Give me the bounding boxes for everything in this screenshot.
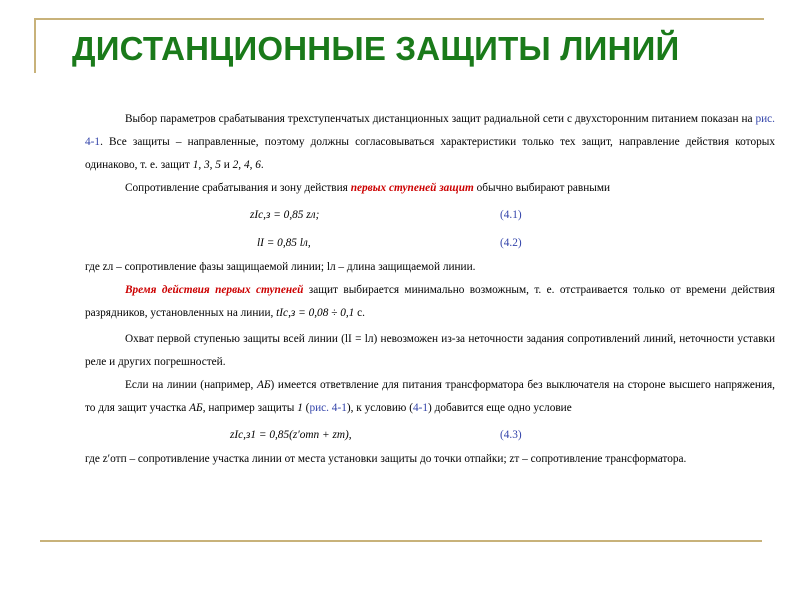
text: ) имеется ответвление для питания трансформатора без выключателя на стороне высшего напряжения, то для защит участка (85, 379, 775, 414)
frame-top-line (34, 18, 764, 20)
equation-formula: lI = 0,85 lл, (257, 237, 311, 249)
equation-ref: 4-1 (412, 402, 429, 414)
text: 1, 3, 5 (192, 159, 221, 171)
inline-formula: tIс,з = 0,08 ÷ 0,1 (276, 307, 355, 319)
paragraph-1 (85, 108, 775, 177)
equation-4-1 (85, 200, 775, 228)
paragraph-6 (85, 374, 775, 420)
text: Сопротивление срабатывания и зону действия (125, 182, 351, 194)
equation-formula: zIс,з = 0,85 zл; (250, 209, 320, 221)
paragraph-4 (85, 279, 775, 325)
equation-number: (4.2) (500, 237, 522, 249)
text: с. (354, 307, 365, 319)
text: . Все защиты – направленные, поэтому должны согласовываться характеристики только тех защит, направление действия которых одинаково, т. е. защит (85, 136, 775, 171)
equation-4-2 (85, 228, 775, 256)
paragraph-7: где z′отп – сопротивление участка линии от места установки защиты до точки отпайки; zт – сопротивление трансформатора. (85, 453, 687, 465)
equation-number: (4.3) (500, 429, 522, 441)
highlight-text: Время действия первых ступеней (125, 284, 304, 296)
slide-body (85, 108, 775, 471)
figure-ref: рис. 4-1 (85, 113, 775, 148)
text: АБ (189, 402, 203, 414)
text: защит выбирается минимально возможным, т. е. отстраивается только от времени действия разрядников, установленных на линии, (85, 284, 775, 319)
text: Выбор параметров срабатывания трехступенчатых дистанционных защит радиальной сети с двухсторонним питанием показан на (125, 113, 756, 125)
figure-ref: рис. 4-1 (309, 402, 347, 414)
text: Если на линии (например, (125, 379, 257, 391)
slide-title: ДИСТАНЦИОННЫЕ ЗАЩИТЫ ЛИНИЙ (72, 30, 680, 67)
frame-left-line (34, 18, 36, 73)
equation-4-3 (85, 420, 775, 448)
text: 1 (297, 402, 303, 414)
text: и (220, 159, 233, 171)
text: 2, 4, 6 (232, 159, 261, 171)
text: ), к условию ( (346, 402, 413, 414)
equation-formula: zIс,з1 = 0,85(z′отп + zт), (230, 429, 352, 441)
text: , например защиты (202, 402, 298, 414)
highlight-text: первых ступеней защит (350, 182, 474, 194)
paragraph-3: где zл – сопротивление фазы защищаемой линии; lл – длина защищаемой линии. (85, 261, 476, 273)
paragraph-5: Охват первой ступенью защиты всей линии (lI = lл) невозможен из-за неточности задания сопротивлений линий, неточности уставки реле и других погрешностей. (85, 333, 775, 368)
text: обычно выбирают равными (473, 182, 611, 194)
text: ) добавится еще одно условие (428, 402, 572, 414)
equation-number: (4.1) (500, 209, 522, 221)
text: . (260, 159, 264, 171)
text: ( (302, 402, 310, 414)
paragraph-2 (85, 177, 775, 200)
text: АБ (256, 379, 271, 391)
frame-bottom-line (40, 540, 762, 542)
